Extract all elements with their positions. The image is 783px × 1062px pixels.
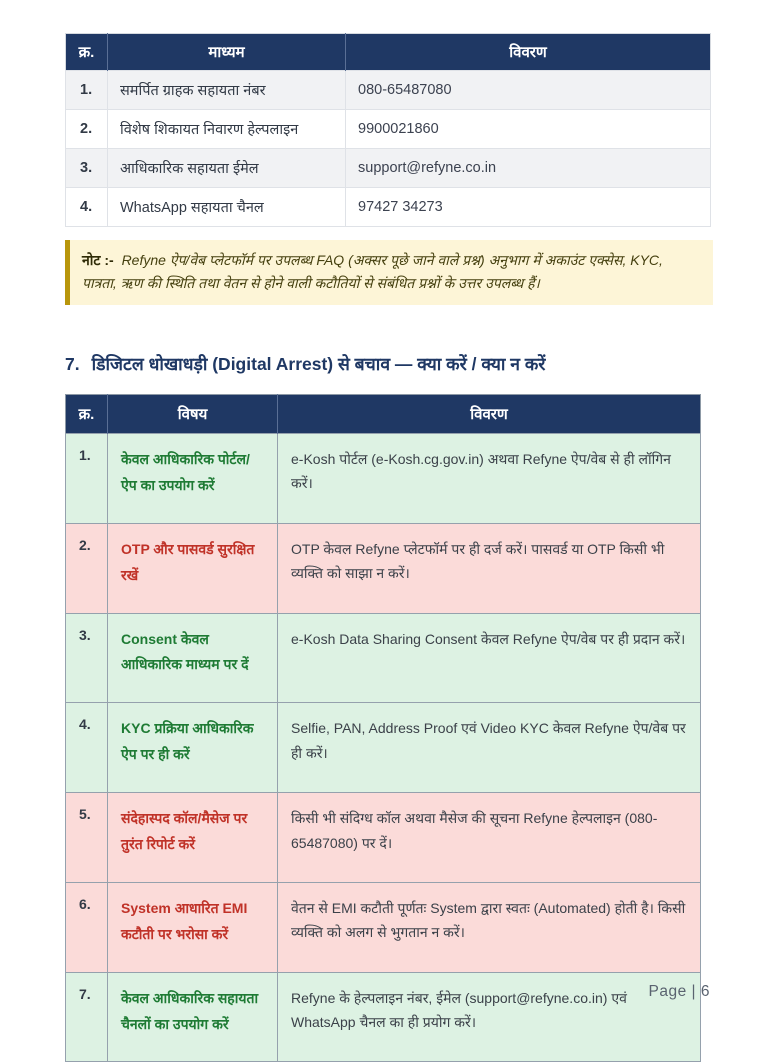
row-serial-number: 5. xyxy=(66,793,108,883)
row-detail: OTP केवल Refyne प्लेटफॉर्म पर ही दर्ज करें। पासवर्ड या OTP किसी भी व्यक्ति को साझा न करें। xyxy=(278,523,701,613)
section-number: 7. xyxy=(65,354,80,375)
dos-header-topic: विषय xyxy=(108,394,278,433)
row-serial-number: 7. xyxy=(66,972,108,1062)
row-topic: संदेहास्पद कॉल/मैसेज पर तुरंत रिपोर्ट करें xyxy=(108,793,278,883)
row-topic: OTP और पासवर्ड सुरक्षित रखें xyxy=(108,523,278,613)
row-medium: विशेष शिकायत निवारण हेल्पलाइन xyxy=(108,110,346,149)
contact-header-sno: क्र. xyxy=(66,34,108,71)
note-box xyxy=(65,240,713,305)
contact-header-medium: माध्यम xyxy=(108,34,346,71)
dos-donts-table-row xyxy=(66,793,701,883)
dos-donts-table xyxy=(65,394,701,1062)
row-serial-number: 4. xyxy=(66,703,108,793)
dos-donts-table-row xyxy=(66,613,701,703)
note-label: नोट :- xyxy=(82,252,114,268)
note-text: Refyne ऐप/वेब प्लेटफॉर्म पर उपलब्ध FAQ (अक्सर पूछे जाने वाले प्रश्न) अनुभाग में अकाउंट एक्सेस, KYC, पात्रता, ऋण की स्थिति तथा वेतन से होने वाली कटौतियों से संबंधित प्रश्नों के उत्तर उपलब्ध हैं। xyxy=(82,252,663,292)
row-detail: 97427 34273 xyxy=(346,188,711,227)
row-serial-number: 2. xyxy=(66,523,108,613)
row-detail: 9900021860 xyxy=(346,110,711,149)
dos-donts-table-row xyxy=(66,703,701,793)
dos-header-detail: विवरण xyxy=(278,394,701,433)
row-medium: आधिकारिक सहायता ईमेल xyxy=(108,149,346,188)
row-detail: वेतन से EMI कटौती पूर्णतः System द्वारा स्वतः (Automated) होती है। किसी व्यक्ति को अलग से भुगतान न करें। xyxy=(278,882,701,972)
row-serial-number: 1. xyxy=(66,71,108,110)
row-topic: KYC प्रक्रिया आधिकारिक ऐप पर ही करें xyxy=(108,703,278,793)
page-number: Page | 6 xyxy=(648,983,710,1000)
row-detail: Refyne के हेल्पलाइन नंबर, ईमेल (support@refyne.co.in) एवं WhatsApp चैनल का ही प्रयोग करें। xyxy=(278,972,701,1062)
row-topic: केवल आधिकारिक सहायता चैनलों का उपयोग करें xyxy=(108,972,278,1062)
contact-table-row xyxy=(66,110,711,149)
contact-header-detail: विवरण xyxy=(346,34,711,71)
row-detail: e-Kosh Data Sharing Consent केवल Refyne ऐप/वेब पर ही प्रदान करें। xyxy=(278,613,701,703)
row-detail: support@refyne.co.in xyxy=(346,149,711,188)
row-serial-number: 6. xyxy=(66,882,108,972)
section-title: डिजिटल धोखाधड़ी (Digital Arrest) से बचाव — क्या करें / क्या न करें xyxy=(91,354,546,375)
row-serial-number: 3. xyxy=(66,149,108,188)
row-serial-number: 3. xyxy=(66,613,108,703)
row-serial-number: 2. xyxy=(66,110,108,149)
row-detail: 080-65487080 xyxy=(346,71,711,110)
dos-header-sno: क्र. xyxy=(66,394,108,433)
row-medium: समर्पित ग्राहक सहायता नंबर xyxy=(108,71,346,110)
row-detail: Selfie, PAN, Address Proof एवं Video KYC केवल Refyne ऐप/वेब पर ही करें। xyxy=(278,703,701,793)
dos-donts-table-row xyxy=(66,882,701,972)
contact-table-row xyxy=(66,188,711,227)
contact-table-header xyxy=(66,34,711,71)
row-medium: WhatsApp सहायता चैनल xyxy=(108,188,346,227)
row-topic: Consent केवल आधिकारिक माध्यम पर दें xyxy=(108,613,278,703)
row-topic: केवल आधिकारिक पोर्टल/ऐप का उपयोग करें xyxy=(108,433,278,523)
dos-donts-table-row xyxy=(66,972,701,1062)
row-topic: System आधारित EMI कटौती पर भरोसा करें xyxy=(108,882,278,972)
row-serial-number: 1. xyxy=(66,433,108,523)
row-detail: किसी भी संदिग्ध कॉल अथवा मैसेज की सूचना Refyne हेल्पलाइन (080-65487080) पर दें। xyxy=(278,793,701,883)
contact-table-row xyxy=(66,71,711,110)
contact-table xyxy=(65,33,711,227)
dos-donts-table-header xyxy=(66,394,701,433)
dos-donts-table-row xyxy=(66,523,701,613)
contact-table-row xyxy=(66,149,711,188)
row-serial-number: 4. xyxy=(66,188,108,227)
section-heading xyxy=(65,353,718,376)
dos-donts-table-row xyxy=(66,433,701,523)
row-detail: e-Kosh पोर्टल (e-Kosh.cg.gov.in) अथवा Refyne ऐप/वेब से ही लॉगिन करें। xyxy=(278,433,701,523)
